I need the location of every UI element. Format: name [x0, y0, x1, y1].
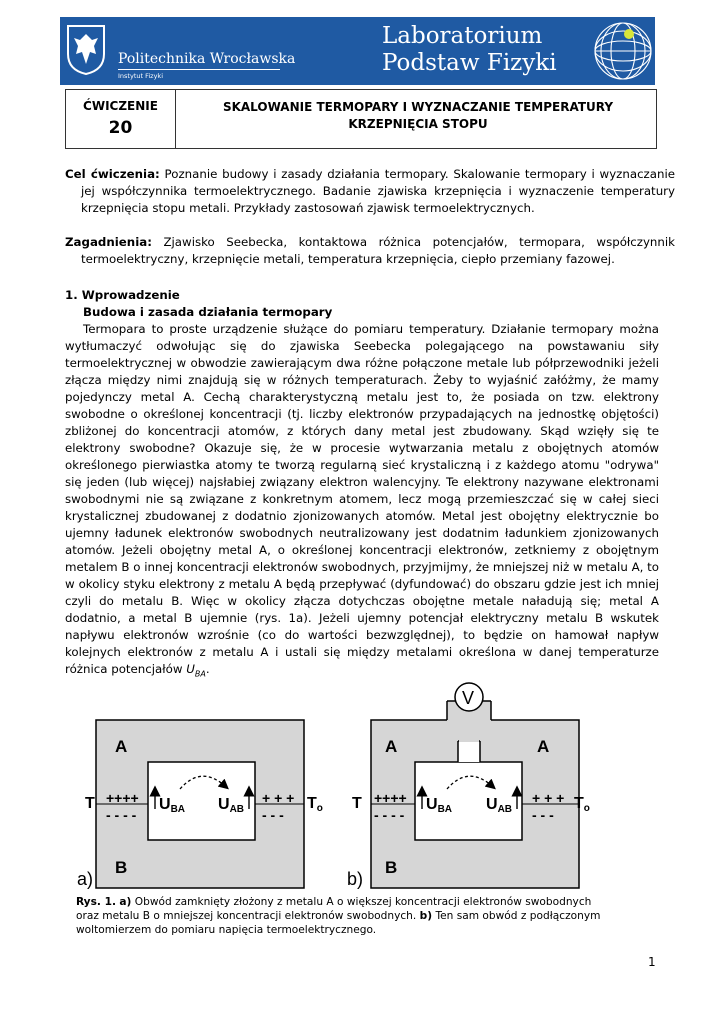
- exercise-number: 20: [108, 118, 133, 138]
- exercise-title: SKALOWANIE TERMOPARY I WYZNACZANIE TEMPERATURY KRZEPNIĘCIA STOPU: [222, 100, 614, 131]
- header-banner: [60, 17, 655, 85]
- svg-text:UBA: UBA: [426, 796, 453, 815]
- lab-title: [382, 23, 557, 77]
- svg-text:B: B: [385, 858, 398, 877]
- symbol-uba: $U_{BA}$: [186, 662, 206, 679]
- svg-text:To: To: [574, 795, 590, 814]
- topics-paragraph: [65, 234, 675, 268]
- box-divider: [175, 90, 176, 148]
- svg-text:+ + +: + + +: [532, 790, 565, 806]
- institute-name: Instytut Fizyki: [118, 72, 164, 80]
- svg-text:+ + +: + + +: [262, 790, 295, 806]
- svg-text:++++: ++++: [374, 790, 407, 806]
- intro-paragraph: Termopara to proste urządzenie służące do pomiaru temperatury. Działanie termopary można wytłumaczyć odwołując się do zjawiska Seebecka polegającego na powstawaniu siły termoelektrycznej w obwodzie zawierającym dwa różne połączone metale lub półprzewodniki jeżeli złącza między nimi znajdują się w różnych temperaturach. Żeby to wyjaśnić załóżmy, że mamy pojedynczy metal A. Cechą charakterystyczną metalu jest to, że posiada on tzw. elektrony swobodne o określonej koncentracji (tj. liczby elektronów przypadających na jednostkę objętości) zbliżonej do koncentracji atomów, z których dany metal jest zbudowany. Skąd wzięły się te elektrony swobodne? Okazuje się, że w procesie wytwarzania metalu z obojętnych atomów określonego pierwiastka atomy te tworzą regularną sieć krystaliczną i z każdego atomu "odrywa" się jeden (lub więcej) najsłabiej związany elektron walencyjny. Te elektrony nazywane elektronami swobodnymi nie są związane z konkretnym atomem, lecz mogą przemieszczać się w całej sieci krystalicznej zbudowanej z dodatnio zjonizowanych atomów. Metal jest obojętny elektrycznie bo ujemny ładunek elektronów swobodnych neutralizowany jest dodatnim ładunkiem zjonizowanych atomów. Jeżeli obojętny metal A, o określonej koncentracji elektronów, zetkniemy z obojętnym metalem B o innej koncentracji elektronów swobodnych, przyjmijmy, że mniejszej niż w metalu A, to w okolicy styku elektrony z metalu A będą przepływać (dyfundować) do obszaru gdzie jest ich mniej czyli do metalu B. Więc w okolicy złącza dotychczas obojętne metale naładują się; metal A dodatnio, a metal B ujemnie (rys. 1a). Jeżeli ujemny potencjał elektryczny metalu B wskutek napływu elektronów wzrośnie (co do wartości bezwzględnej), to będzie on hamował napływ kolejnych elektronów z metalu A i ustali się między metalami określona w danej temperaturze różnica potencjałów $U_{BA}$.: [65, 322, 659, 679]
- thermocouple-figure: [77, 683, 610, 893]
- svg-text:A: A: [385, 737, 398, 756]
- metal-b-label: B: [115, 858, 128, 877]
- svg-text:- - -: - - -: [532, 807, 554, 823]
- figure-caption: Rys. 1. a) Obwód zamknięty złożony z metalu A o większej koncentracji elektronów swobodnych oraz metalu B o mniejszej koncentracji elektronów swobodnych. b) Ten sam obwód z podłączonym woltomierzem do pomiaru napięcia termoelektrycznego.: [76, 896, 601, 936]
- svg-text:- - - -: - - - -: [374, 807, 405, 823]
- topics-label: Zagadnienia:: [65, 235, 152, 249]
- svg-text:UAB: UAB: [486, 796, 513, 815]
- eagle-shield-logo: [66, 24, 106, 76]
- metal-a-label: A: [115, 737, 128, 756]
- goal-paragraph: [65, 166, 675, 217]
- panel-b-label: b): [347, 869, 364, 889]
- university-name: Politechnika Wrocławska: [118, 51, 296, 67]
- svg-text:UAB: UAB: [218, 796, 245, 815]
- svg-text:UBA: UBA: [159, 796, 186, 815]
- globe-logo-icon: [592, 20, 654, 82]
- svg-text:++++: ++++: [106, 790, 139, 806]
- exercise-box: [65, 89, 657, 149]
- panel-a-label: a): [77, 869, 94, 889]
- divider: [118, 69, 280, 70]
- svg-text:T: T: [352, 795, 362, 812]
- svg-text:To: To: [307, 795, 323, 814]
- lab-title-line1: Laboratorium: [382, 23, 543, 49]
- svg-text:- - -: - - -: [262, 807, 284, 823]
- svg-text:T: T: [85, 795, 95, 812]
- exercise-label: ĆWICZENIE: [83, 99, 158, 113]
- section-subheading: Budowa i zasada działania termopary: [83, 305, 333, 319]
- lab-title-line2: Podstaw Fizyki: [382, 50, 557, 76]
- goal-label: Cel ćwiczenia:: [65, 167, 160, 181]
- intro-text: Termopara to proste urządzenie służące do pomiaru temperatury. Działanie termopary można wytłumaczyć odwołując się do zjawiska Seebecka polegającego na powstawaniu siły termoelektrycznej w obwodzie zawierającym dwa różne połączone metale lub półprzewodniki jeżeli złącza między nimi znajdują się w różnych temperaturach. Żeby to wyjaśnić załóżmy, że mamy pojedynczy metal A. Cechą charakterystyczną metalu jest to, że posiada on tzw. elektrony swobodne o określonej koncentracji (tj. liczby elektronów przypadających na jednostkę objętości) zbliżonej do koncentracji atomów, z których dany metal jest zbudowany. Skąd wzięły się te elektrony swobodne? Okazuje się, że w procesie wytwarzania metalu z obojętnych atomów określonego pierwiastka atomy te tworzą regularną sieć krystaliczną i z każdego atomu "odrywa" się jeden (lub więcej) najsłabiej związany elektron walencyjny. Te elektrony nazywane elektronami swobodnymi nie są związane z konkretnym atomem, lecz mogą przemieszczać się w całej sieci krystalicznej zbudowanej z dodatnio zjonizowanych atomów. Metal jest obojętny elektrycznie bo ujemny ładunek elektronów swobodnych neutralizowany jest dodatnim ładunkiem zjonizowanych atomów. Jeżeli obojętny metal A, o określonej koncentracji elektronów, zetkniemy z obojętnym metalem B o innej koncentracji elektronów swobodnych, przyjmijmy, że mniejszej niż w metalu A, to w okolicy styku elektrony z metalu A będą przepływać (dyfundować) do obszaru gdzie jest ich mniej czyli do metalu B. Więc w okolicy złącza dotychczas obojętne metale naładują się; metal A dodatnio, a metal B ujemnie (rys. 1a). Jeżeli ujemny potencjał elektryczny metalu B wskutek napływu elektronów wzrośnie (co do wartości bezwzględnej), to będzie on hamował napływ kolejnych elektronów z metalu A i ustali się między metalami określona w danej temperaturze różnica potencjałów: [65, 322, 659, 676]
- svg-text:A: A: [537, 737, 550, 756]
- topics-text: Zjawisko Seebecka, kontaktowa różnica potencjałów, termopara, współczynnik termoelektryczny, krzepnięcie metali, temperatura krzepnięcia, ciepło przemiany fazowej.: [81, 235, 675, 266]
- svg-text:- - - -: - - - -: [106, 807, 137, 823]
- section-heading: 1. Wprowadzenie: [65, 288, 180, 302]
- goal-text: Poznanie budowy i zasady działania termopary. Skalowanie termopary i wyznaczanie jej współczynnika termoelektrycznego. Badanie zjawiska krzepnięcia i wyznaczenie temperatury krzepnięcia stopu metali. Przykłady zastosowań zjawisk termoelektrycznych.: [81, 167, 675, 215]
- page-number: 1: [648, 955, 656, 969]
- svg-text:V: V: [462, 688, 475, 708]
